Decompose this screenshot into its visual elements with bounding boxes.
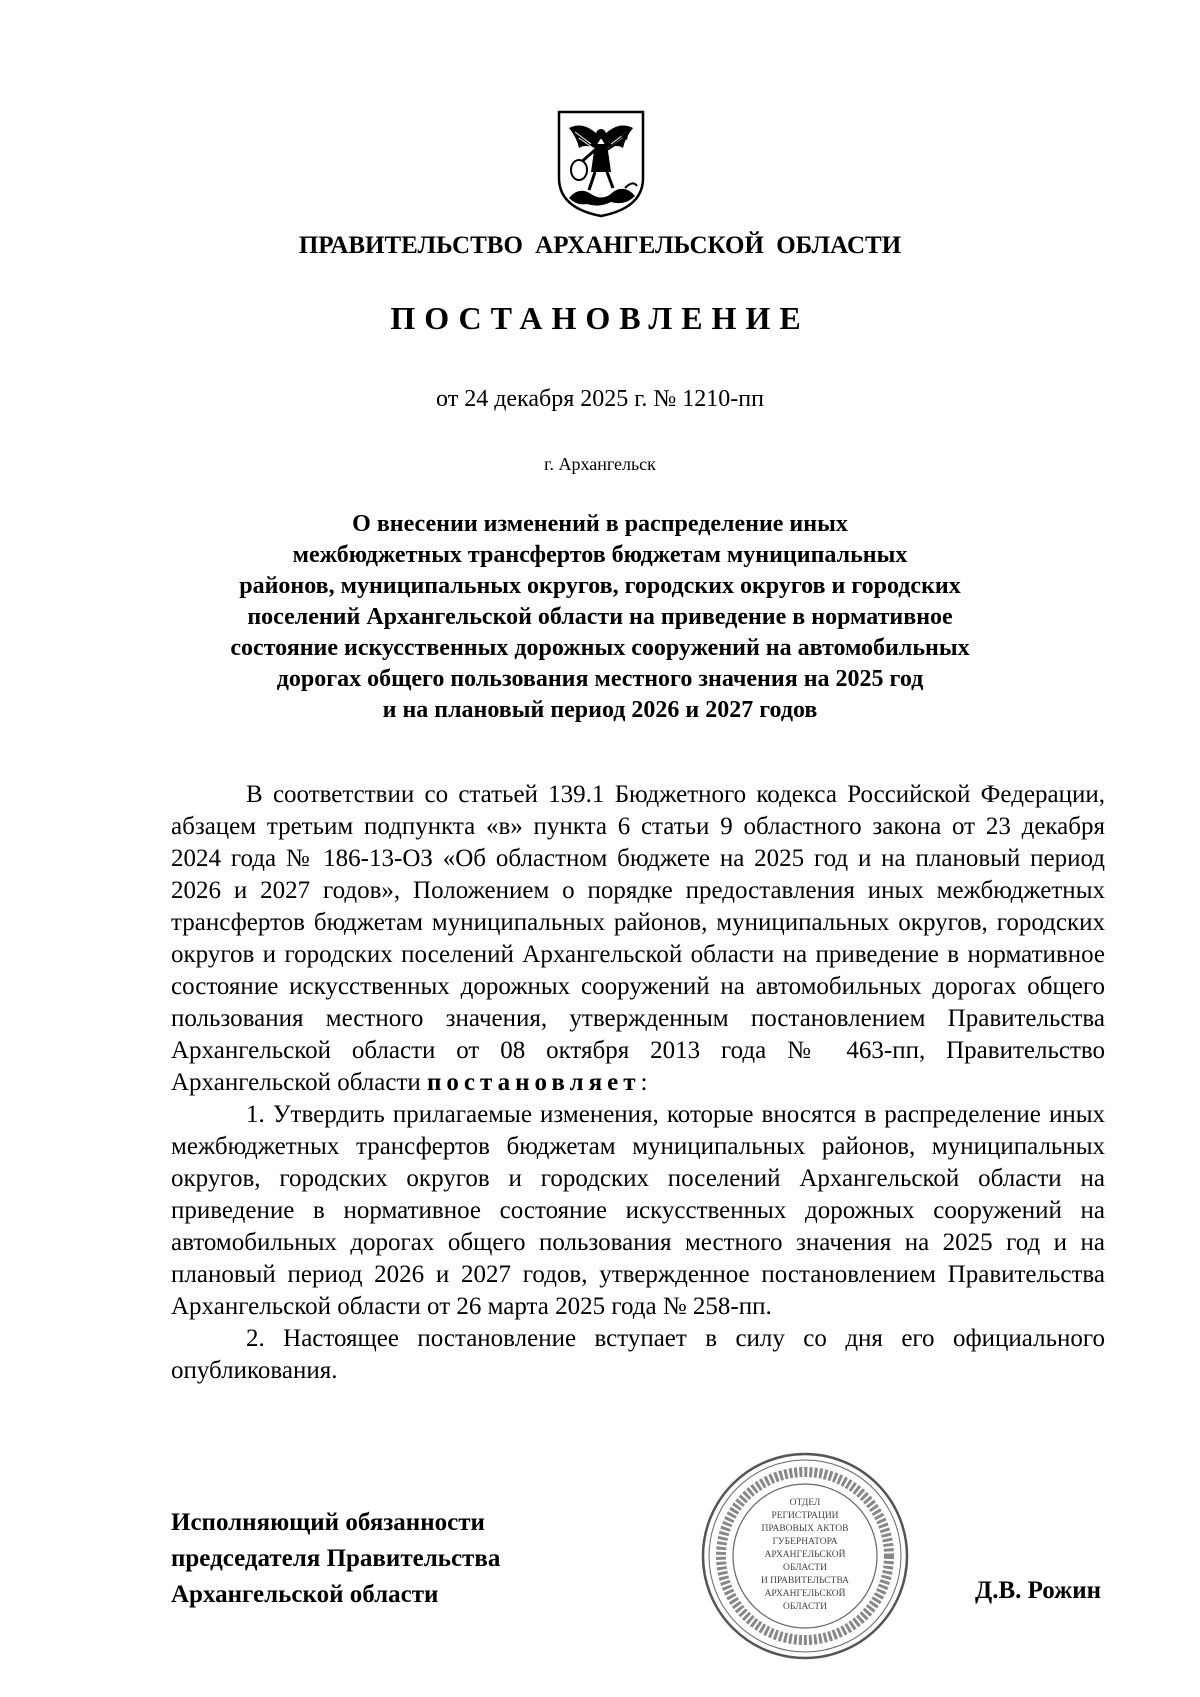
organization-name: ПРАВИТЕЛЬСТВО АРХАНГЕЛЬСКОЙ ОБЛАСТИ [298,232,902,259]
svg-text:ОБЛАСТИ: ОБЛАСТИ [783,1602,827,1612]
document-body [171,779,1105,1387]
svg-text:ОБЛАСТИ: ОБЛАСТИ [783,1563,827,1573]
document-city: г. Архангельск [544,454,656,474]
preamble-text: В соответствии со статьей 139.1 Бюджетного кодекса Российской Федерации, абзацем третьим подпункта «в» пункта 6 статьи 9 областного закона от 23 декабря 2024 года № 186-13-ОЗ «Об областном бюджете на 2025 год и на плановый период 2026 и 2027 годов», Положением о порядке предоставления иных межбюджетных трансфертов бюджетам муниципальных районов, муниципальных округов, городских округов и городских поселений Архангельской области на приведение в нормативное состояние искусственных дорожных сооружений на автомобильных дорогах общего пользования местного значения, утвержденным постановлением Правительства Архангельской области от 08 октября 2013 года № 463-пп, Правительство Архангельской области [171,781,1105,1096]
decree-word: постановляет [427,1069,641,1096]
signer-position-line: Исполняющий обязанности [171,1509,485,1536]
decree-colon: : [640,1069,648,1096]
subject-line: состояние искусственных дорожных сооружений на автомобильных [230,635,970,661]
subject-line: О внесении изменений в распределение иных [352,511,848,537]
svg-text:АРХАНГЕЛЬСКОЙ: АРХАНГЕЛЬСКОЙ [764,1550,846,1560]
signer-position-line: председателя Правительства [171,1545,501,1572]
subject-line: межбюджетных трансфертов бюджетам муниципальных [292,542,908,568]
document-type-title: ПОСТАНОВЛЕНИЕ [390,300,810,336]
signer-name: Д.В. Рожин [975,1577,1102,1604]
svg-text:АРХАНГЕЛЬСКОЙ: АРХАНГЕЛЬСКОЙ [764,1589,846,1599]
subject-line: районов, муниципальных округов, городских округов и городских [239,573,961,599]
signer-position-line: Архангельской области [171,1581,439,1608]
subject-line: и на плановый период 2026 и 2027 годов [382,697,818,723]
item-1-paragraph: 1. Утвердить прилагаемые изменения, которые вносятся в распределение иных межбюджетных трансфертов бюджетам муниципальных районов, муниципальных округов, городских округов и городских поселений Архангельской области на приведение в нормативное состояние искусственных дорожных сооружений на автомобильных дорогах общего пользования местного значения на 2025 год и на плановый период 2026 и 2027 годов, утвержденное постановлением Правительства Архангельской области от 26 марта 2025 года № 258-пп. [171,1101,1105,1320]
coat-of-arms-icon [555,108,647,220]
svg-text:ОТДЕЛ: ОТДЕЛ [789,1498,821,1508]
svg-text:ГУБЕРНАТОРА: ГУБЕРНАТОРА [772,1537,838,1547]
official-seal-icon [700,1451,910,1661]
subject-line: поселений Архангельской области на приведение в нормативное [247,604,953,630]
subject-line: дорогах общего пользования местного значения на 2025 год [276,666,924,692]
preamble-paragraph [171,779,1105,1099]
svg-text:РЕГИСТРАЦИИ: РЕГИСТРАЦИИ [771,1511,839,1521]
item-2-paragraph: 2. Настоящее постановление вступает в силу со дня его официального опубликования. [171,1325,1105,1384]
signer-position [171,1505,500,1613]
svg-text:И ПРАВИТЕЛЬСТВА: И ПРАВИТЕЛЬСТВА [760,1576,850,1586]
svg-text:ПРАВОВЫХ АКТОВ: ПРАВОВЫХ АКТОВ [761,1524,849,1534]
document-subject [150,509,1050,726]
document-date-number: от 24 декабря 2025 г. № 1210-пп [436,386,764,412]
